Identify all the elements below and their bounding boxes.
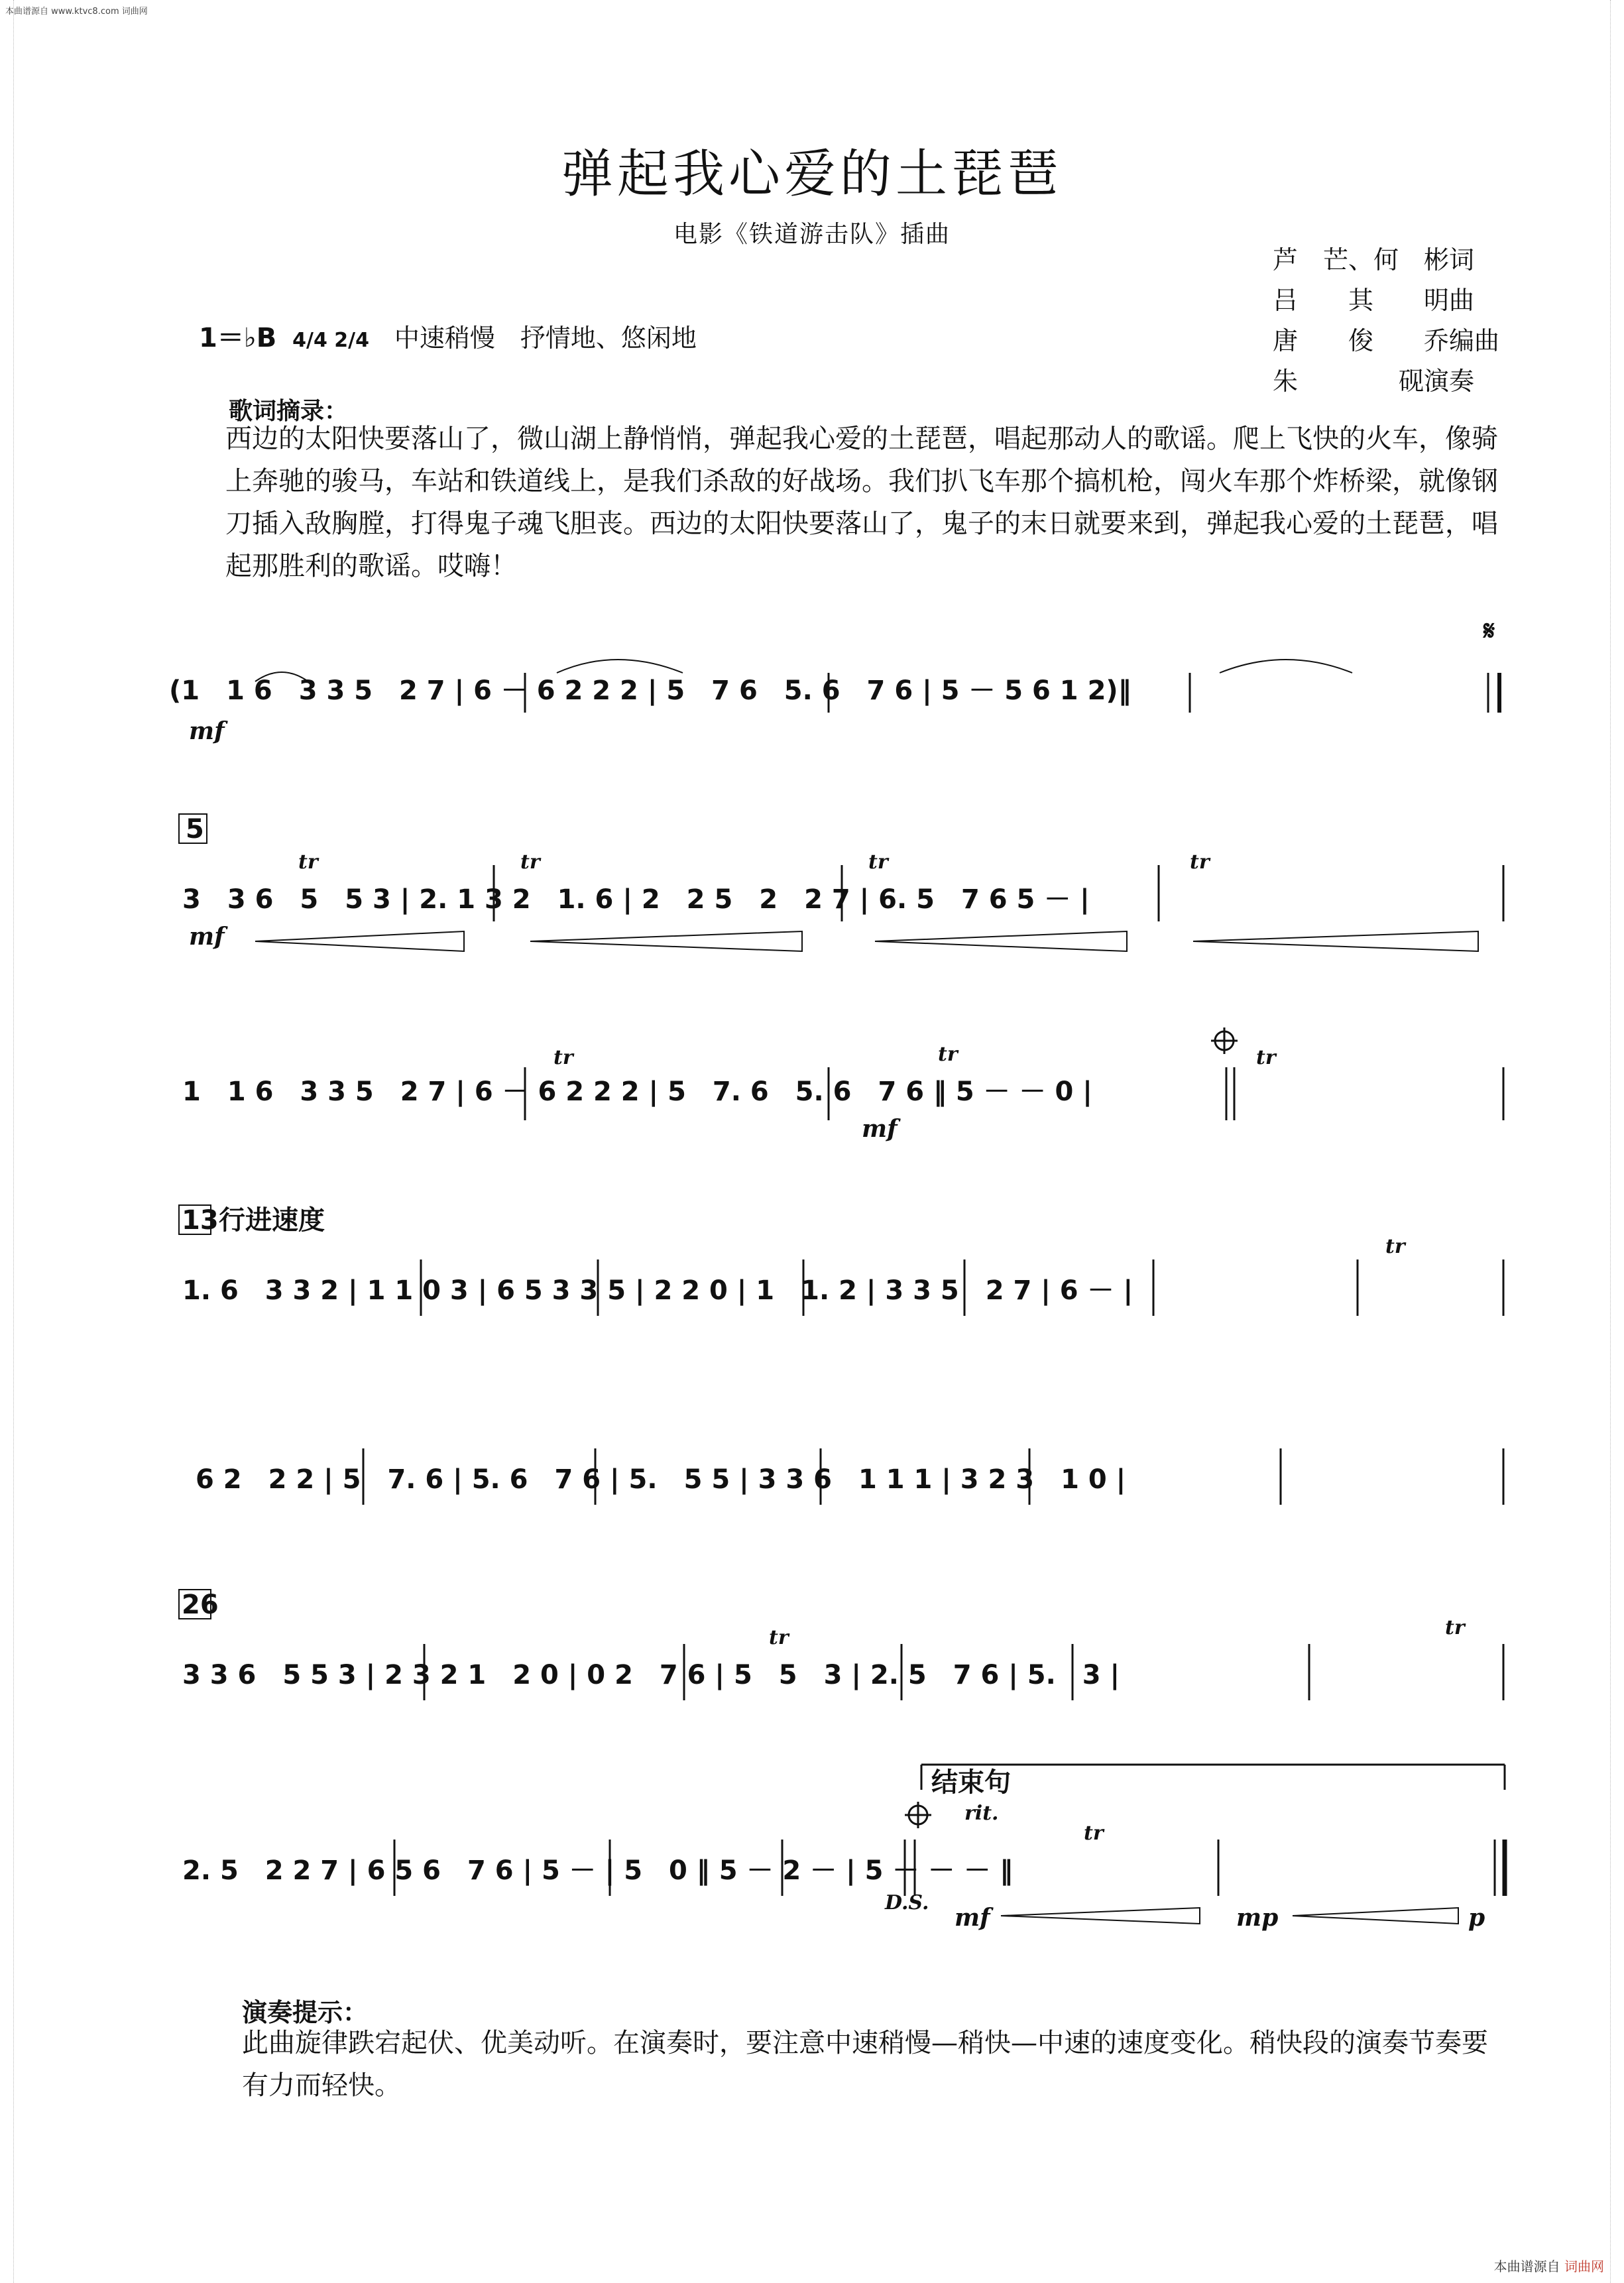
rehearsal-mark-5: 5 (186, 814, 204, 845)
trill-mark: tr (1084, 1822, 1104, 1845)
tempo-expression: 中速稍慢 抒情地、悠闲地 (394, 323, 697, 353)
trill-mark: tr (1190, 850, 1210, 874)
rit-mark: rit. (964, 1802, 999, 1825)
system-line: 3 3 6 5 5 3 | 2. 1 3 2 1. 6 | 2 2 5 2 2 7 | 6. 5 7 6 5 － | (182, 884, 1090, 915)
credit-arranger: 唐 俊 乔编曲 (1273, 326, 1500, 355)
system-line: 1 1 6 3 3 5 2 7 | 6 － 6 2 2 2 | 5 7. 6 5. 6 7 6 ‖ 5 － － 0 | (182, 1077, 1092, 1107)
top-watermark: 本曲谱源自 www.ktvc8.com 词曲网 (5, 7, 148, 17)
dynamic-mf: mf (189, 923, 225, 951)
lyrics-heading: 歌词摘录： (229, 398, 349, 425)
lyrics-text: 西边的太阳快要落山了，微山湖上静悄悄，弹起我心爱的土琵琶，唱起那动人的歌谣。爬上飞快的火车，像骑上奔驰的骏马，车站和铁道线上，是我们杀敌的好战场。我们扒飞车那个搞机枪，闯火车那个炸桥梁，就像钢刀插入敌胸膛，打得鬼子魂飞胆丧。西边的太阳快要落山了，鬼子的末日就要来到，弹起我心爱的土琵琶，唱起那胜利的歌谣。哎嗨！ (225, 424, 1498, 581)
footer-brand[interactable]: 词曲网 (1564, 2258, 1604, 2274)
trill-mark: tr (938, 1043, 958, 1066)
bottom-watermark (1494, 2256, 1604, 2275)
march-tempo-label: 行进速度 (219, 1205, 325, 1236)
trill-mark: tr (1385, 1235, 1405, 1258)
ds-mark: D.S. (885, 1891, 929, 1914)
performance-hint-heading: 演奏提示： (242, 1998, 369, 2027)
system-2 (182, 865, 1503, 951)
key-signature: 1＝♭B (199, 323, 277, 353)
trill-mark: tr (553, 1046, 573, 1069)
rehearsal-mark-26: 26 (182, 1590, 219, 1620)
dynamic-mf: mf (955, 1904, 990, 1932)
trill-mark: tr (1256, 1046, 1276, 1069)
trill-mark: tr (520, 850, 540, 874)
performance-hint-text: 此曲旋律跌宕起伏、优美动听。在演奏时，要注意中速稍慢—稍快—中速的速度变化。稍快段的演奏节奏要有力而轻快。 (242, 2028, 1488, 2101)
system-5 (196, 1448, 1503, 1505)
system-1 (169, 616, 1499, 713)
rehearsal-mark-13: 13 (182, 1205, 219, 1236)
system-line: 6 2 2 2 | 5 7. 6 | 5. 6 7 6 | 5. 5 5 | 3 3 6 1 1 1 | 3 2 3 1 0 | (196, 1464, 1126, 1495)
dynamic-mf: mf (189, 717, 225, 745)
system-7 (182, 1802, 1505, 1924)
footer-source: 本曲谱源自 (1493, 2258, 1560, 2274)
credit-composer: 吕 其 明曲 (1273, 286, 1475, 315)
system-line: (1 1 6 3 3 5 2 7 | 6 － 6 2 2 2 | 5 7 6 5. 6 7 6 | 5 － 5 6 1 2)‖ (169, 675, 1131, 706)
system-6 (182, 1644, 1503, 1700)
ending-label: 结束句 (931, 1767, 1011, 1798)
trill-mark: tr (298, 850, 318, 874)
credit-performer: 朱 砚演奏 (1273, 367, 1475, 396)
system-line: 3 3 6 5 5 3 | 2 3 2 1 2 0 | 0 2 7 6 | 5 5 3 | 2. 5 7 6 | 5. 3 | (182, 1660, 1120, 1690)
trill-mark: tr (769, 1626, 789, 1649)
dynamic-p: p (1468, 1904, 1485, 1932)
dynamic-mp: mp (1236, 1904, 1279, 1932)
song-title: 弹起我心爱的土琵琶 (561, 145, 1063, 204)
dynamic-mf: mf (862, 1115, 898, 1143)
trill-mark: tr (868, 850, 888, 874)
system-line: 2. 5 2 2 7 | 6 5 6 7 6 | 5 － | 5 0 ‖ 5 － 2 － | 5 － － － ‖ (182, 1855, 1014, 1886)
system-line: 1. 6 3 3 2 | 1 1 0 3 | 6 5 3 3 5 | 2 2 0 | 1 1. 2 | 3 3 5 2 7 | 6 － | (182, 1275, 1133, 1306)
credit-lyricist: 芦 芒、何 彬词 (1273, 245, 1475, 274)
time-signature: 4/4 2/4 (292, 329, 369, 352)
system-4 (182, 1259, 1503, 1316)
trill-mark: tr (1445, 1616, 1465, 1639)
segno-sign: 𝄋 (1483, 616, 1495, 646)
song-subtitle: 电影《铁道游击队》插曲 (673, 221, 951, 248)
system-3 (182, 1027, 1503, 1120)
